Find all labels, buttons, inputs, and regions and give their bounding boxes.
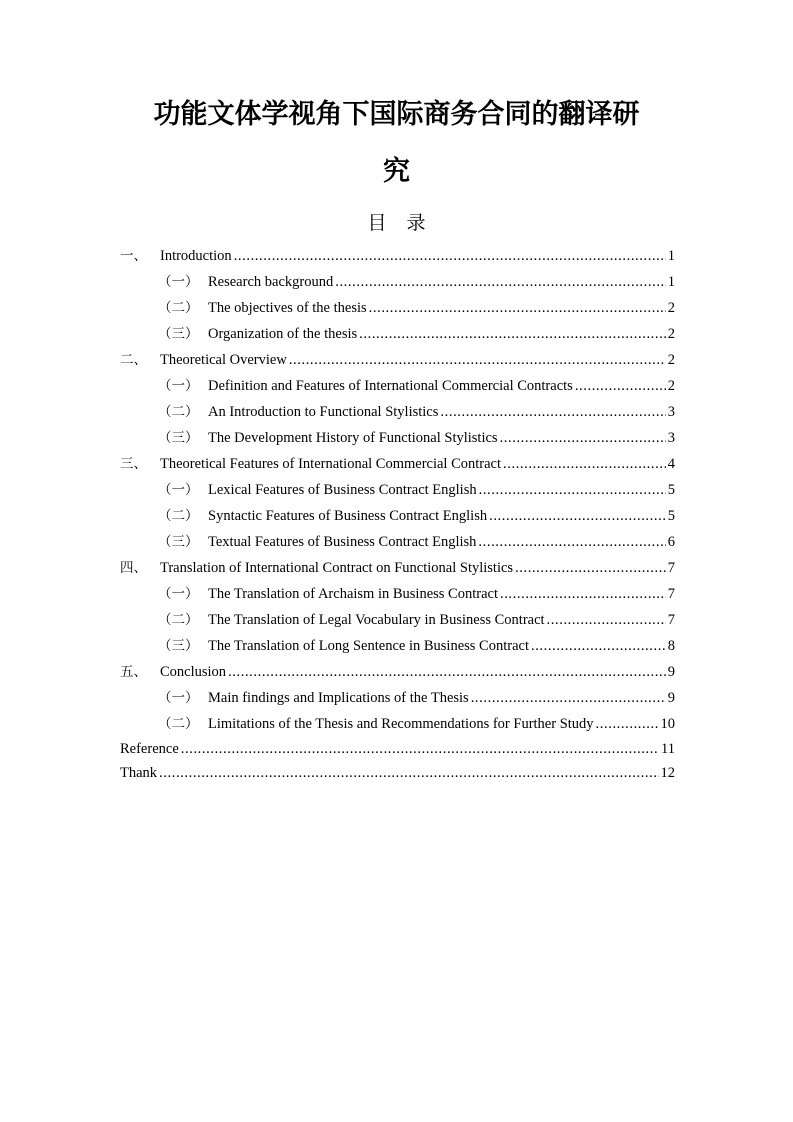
toc-entry-page: 7 <box>667 612 675 628</box>
toc-entry-page: 1 <box>667 248 675 264</box>
toc-entry-page: 12 <box>660 765 675 781</box>
toc-entry-label: Conclusion <box>160 664 227 680</box>
toc-heading-char-2: 录 <box>406 212 426 234</box>
dot-leader <box>234 243 666 269</box>
toc-entry-page: 10 <box>660 716 675 732</box>
toc-entry-label: The objectives of the thesis <box>208 300 367 316</box>
toc-entry-number: （二） <box>158 404 199 420</box>
dot-leader <box>531 633 666 659</box>
dot-leader <box>500 425 666 451</box>
dot-leader <box>596 711 659 737</box>
dot-leader <box>440 399 665 425</box>
toc-entry-label: Limitations of the Thesis and Recommendations for Further Study <box>208 716 594 732</box>
toc-entry-page: 6 <box>667 534 675 550</box>
toc-entry-page: 2 <box>667 300 675 316</box>
toc-entry-section[interactable] <box>120 477 675 503</box>
toc-entry-page: 9 <box>667 690 675 706</box>
toc-entry-label: Translation of International Contract on Functional Stylistics <box>160 560 514 576</box>
document-title-line-1: 功能文体学视角下国际商务合同的翻译研 <box>153 99 640 130</box>
toc-entry-number: （二） <box>158 300 199 316</box>
toc-heading-char-1: 目 <box>367 212 387 234</box>
toc-entry-thank[interactable] <box>120 761 675 785</box>
toc-entry-number: （三） <box>158 326 199 342</box>
toc-entry-page: 2 <box>667 352 675 368</box>
dot-leader <box>359 321 666 347</box>
toc-entry-chapter-1[interactable] <box>120 243 675 269</box>
toc-entry-number: （三） <box>158 534 199 550</box>
toc-entry-label: An Introduction to Functional Stylistics <box>208 404 439 420</box>
toc-entry-number: （一） <box>158 690 199 706</box>
toc-entry-label: Introduction <box>160 248 232 264</box>
toc-entry-label: Reference <box>120 741 179 757</box>
toc-entry-number: 二、 <box>120 352 147 368</box>
toc-entry-section[interactable] <box>120 399 675 425</box>
table-of-contents <box>120 243 675 785</box>
toc-entry-page: 4 <box>667 456 675 472</box>
dot-leader <box>159 761 658 785</box>
toc-entry-page: 3 <box>667 430 675 446</box>
toc-entry-label: Organization of the thesis <box>208 326 358 342</box>
toc-entry-section[interactable] <box>120 607 675 633</box>
toc-entry-section[interactable] <box>120 425 675 451</box>
toc-entry-section[interactable] <box>120 373 675 399</box>
dot-leader <box>575 373 666 399</box>
toc-entry-section[interactable] <box>120 685 675 711</box>
toc-entry-section[interactable] <box>120 529 675 555</box>
toc-entry-label: The Translation of Archaism in Business Contract <box>208 586 498 602</box>
toc-entry-section[interactable] <box>120 295 675 321</box>
toc-entry-label: The Translation of Legal Vocabulary in Business Contract <box>208 612 545 628</box>
toc-entry-number: （三） <box>158 638 199 654</box>
dot-leader <box>369 295 666 321</box>
toc-entry-label: Main findings and Implications of the Thesis <box>208 690 469 706</box>
toc-entry-label: Theoretical Overview <box>160 352 287 368</box>
toc-entry-page: 8 <box>667 638 675 654</box>
toc-entry-number: （二） <box>158 508 199 524</box>
toc-entry-section[interactable] <box>120 711 675 737</box>
toc-entry-chapter-2[interactable] <box>120 347 675 373</box>
toc-entry-label: Theoretical Features of International Commercial Contract <box>160 456 502 472</box>
toc-entry-number: （一） <box>158 482 199 498</box>
dot-leader <box>479 477 666 503</box>
dot-leader <box>500 581 666 607</box>
toc-entry-page: 2 <box>667 326 675 342</box>
dot-leader <box>489 503 666 529</box>
dot-leader <box>289 347 666 373</box>
toc-entry-number: 三、 <box>120 456 147 472</box>
toc-entry-label: Research background <box>208 274 334 290</box>
toc-entry-chapter-5[interactable] <box>120 659 675 685</box>
dot-leader <box>335 269 666 295</box>
dot-leader <box>503 451 666 477</box>
toc-entry-page: 5 <box>667 508 675 524</box>
toc-entry-chapter-3[interactable] <box>120 451 675 477</box>
toc-entry-label: Syntactic Features of Business Contract English <box>208 508 488 524</box>
dot-leader <box>547 607 666 633</box>
toc-entry-section[interactable] <box>120 633 675 659</box>
toc-entry-reference[interactable] <box>120 737 675 761</box>
toc-entry-page: 9 <box>667 664 675 680</box>
toc-entry-number: （一） <box>158 378 199 394</box>
dot-leader <box>478 529 665 555</box>
toc-entry-page: 2 <box>667 378 675 394</box>
dot-leader <box>471 685 666 711</box>
toc-entry-page: 5 <box>667 482 675 498</box>
toc-entry-section[interactable] <box>120 581 675 607</box>
toc-entry-page: 1 <box>667 274 675 290</box>
toc-entry-label: The Translation of Long Sentence in Business Contract <box>208 638 529 654</box>
toc-entry-label: Textual Features of Business Contract English <box>208 534 477 550</box>
toc-entry-number: （二） <box>158 716 199 732</box>
toc-entry-number: 一、 <box>120 248 147 264</box>
toc-entry-number: （二） <box>158 612 199 628</box>
toc-entry-page: 11 <box>661 741 675 757</box>
toc-entry-page: 7 <box>667 586 675 602</box>
toc-entry-label: Thank <box>120 765 158 781</box>
toc-entry-section[interactable] <box>120 503 675 529</box>
toc-entry-label: Definition and Features of International Commercial Contracts <box>208 378 573 394</box>
toc-entry-page: 3 <box>667 404 675 420</box>
toc-entry-section[interactable] <box>120 321 675 347</box>
dot-leader <box>515 555 666 581</box>
toc-entry-section[interactable] <box>120 269 675 295</box>
toc-entry-page: 7 <box>667 560 675 576</box>
toc-entry-number: （三） <box>158 430 199 446</box>
dot-leader <box>228 659 666 685</box>
toc-entry-chapter-4[interactable] <box>120 555 675 581</box>
toc-entry-label: The Development History of Functional Stylistics <box>208 430 498 446</box>
document-title-line-2: 究 <box>383 156 410 187</box>
toc-entry-number: （一） <box>158 586 199 602</box>
toc-heading <box>100 211 693 235</box>
toc-entry-number: 四、 <box>120 560 147 576</box>
dot-leader <box>181 737 659 761</box>
toc-entry-number: 五、 <box>120 664 147 680</box>
toc-entry-label: Lexical Features of Business Contract English <box>208 482 477 498</box>
toc-entry-number: （一） <box>158 274 199 290</box>
